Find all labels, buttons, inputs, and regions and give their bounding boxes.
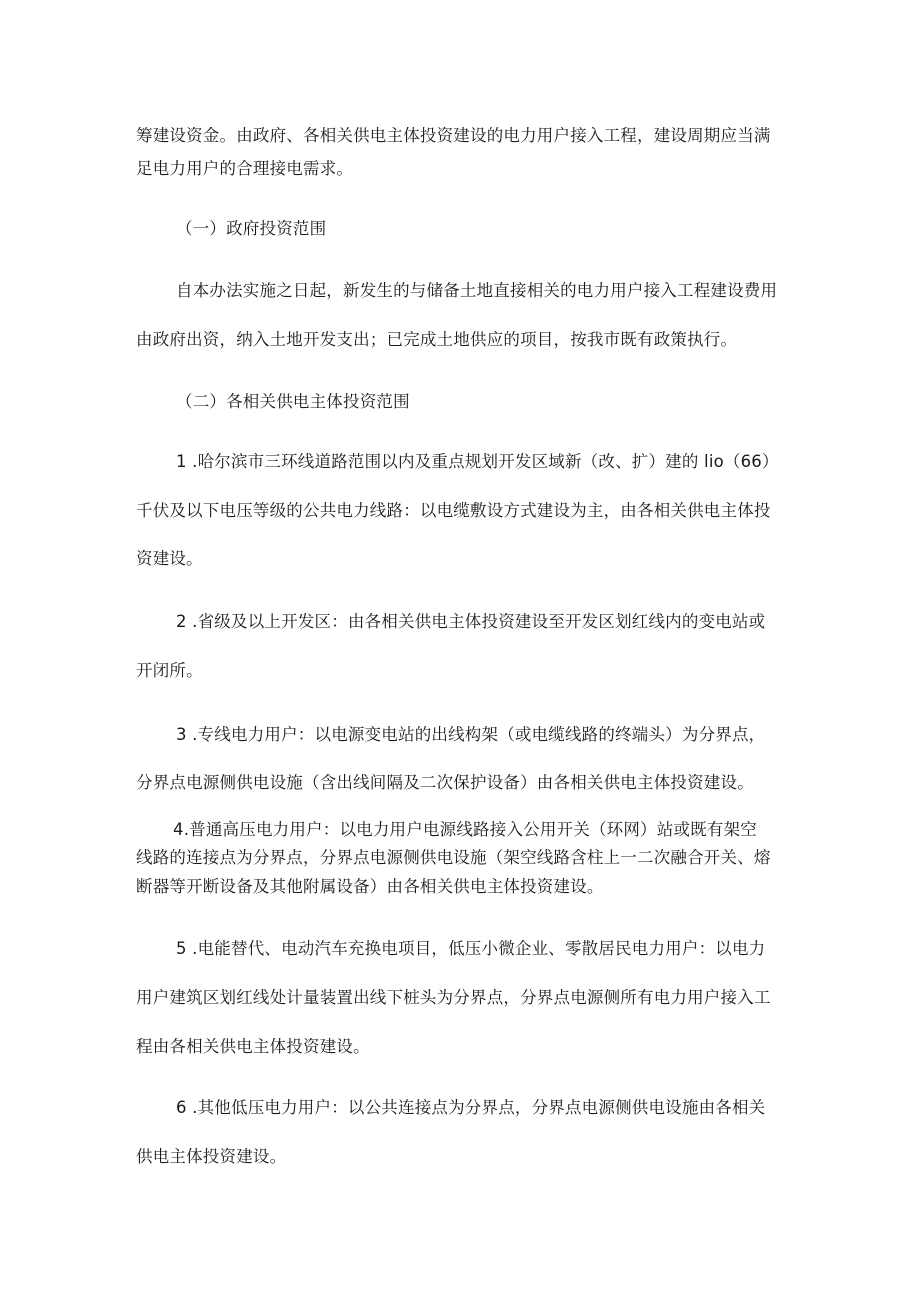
text-line: 断器等开断设备及其他附属设备）由各相关供电主体投资建设。 bbox=[136, 877, 604, 896]
list-item-4: 4.普通高压电力用户：以电力用户电源线路接入公用开关（环网）站或既有架空 bbox=[173, 820, 757, 839]
text-line: 分界点电源侧供电设施（含出线间隔及二次保护设备）由各相关供电主体投资建设。 bbox=[136, 773, 754, 792]
text-line: 自本办法实施之日起，新发生的与储备土地直接相关的电力用户接入工程建设费用 bbox=[176, 281, 778, 300]
section-heading-government: （一）政府投资范围 bbox=[176, 219, 327, 238]
section-heading-suppliers: （二）各相关供电主体投资范围 bbox=[176, 392, 410, 411]
text-line: 千伏及以下电压等级的公共电力线路：以电缆敷设方式建设为主，由各相关供电主体投 bbox=[136, 501, 771, 520]
text-line: 开闭所。 bbox=[136, 661, 203, 680]
text-line: 筹建设资金。由政府、各相关供电主体投资建设的电力用户接入工程，建设周期应当满 bbox=[136, 126, 771, 145]
list-item-5: 5 .电能替代、电动汽车充换电项目，低压小微企业、零散居民电力用户：以电力 bbox=[176, 939, 766, 958]
text-line: 资建设。 bbox=[136, 549, 203, 568]
text-line: 线路的连接点为分界点，分界点电源侧供电设施（架空线路含柱上一二次融合开关、熔 bbox=[136, 848, 771, 867]
list-item-3: 3 .专线电力用户：以电源变电站的出线构架（或电缆线路的终端头）为分界点， bbox=[176, 725, 766, 744]
list-item-1: 1 .哈尔滨市三环线道路范围以内及重点规划开发区域新（改、扩）建的 lio（66） bbox=[176, 452, 779, 471]
text-line: 足电力用户的合理接电需求。 bbox=[136, 159, 354, 178]
list-item-6: 6 .其他低压电力用户：以公共连接点为分界点，分界点电源侧供电设施由各相关 bbox=[176, 1098, 766, 1117]
text-line: 用户建筑区划红线处计量装置出线下桩头为分界点，分界点电源侧所有电力用户接入工 bbox=[136, 988, 771, 1007]
text-line: 供电主体投资建设。 bbox=[136, 1147, 287, 1166]
text-line: 由政府出资，纳入土地开发支出；已完成土地供应的项目，按我市既有政策执行。 bbox=[136, 330, 738, 349]
list-item-2: 2 .省级及以上开发区：由各相关供电主体投资建设至开发区划红线内的变电站或 bbox=[176, 612, 766, 631]
text-line: 程由各相关供电主体投资建设。 bbox=[136, 1037, 370, 1056]
